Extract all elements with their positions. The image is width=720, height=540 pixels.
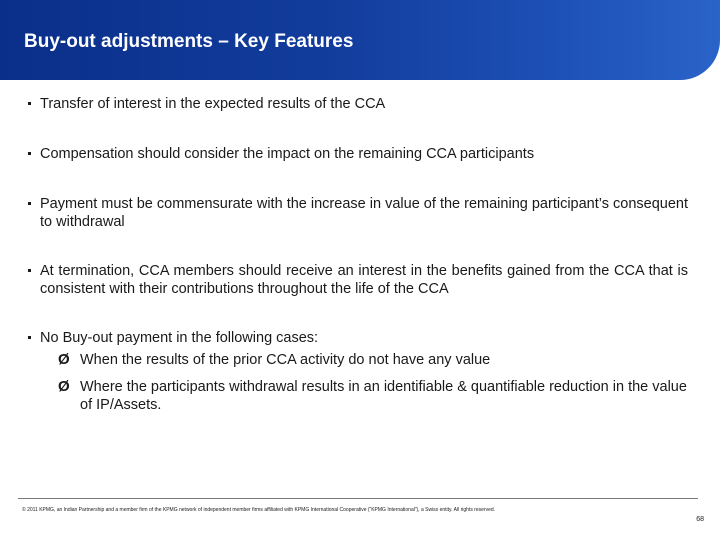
arrow-bullet-icon: Ø — [58, 378, 70, 395]
bullet-square-icon — [28, 336, 31, 339]
slide-header — [0, 0, 720, 80]
bullet-item — [28, 329, 688, 347]
page-number: 68 — [696, 516, 704, 523]
bullet-square-icon — [28, 102, 31, 105]
bullet-square-icon — [28, 269, 31, 272]
bullet-item — [28, 95, 688, 113]
footer-divider — [18, 498, 698, 499]
sub-bullet-item — [58, 378, 688, 414]
bullet-square-icon — [28, 152, 31, 155]
arrow-bullet-icon: Ø — [58, 351, 70, 368]
bullet-text: Transfer of interest in the expected results of the CCA — [40, 96, 386, 112]
sub-bullet-item — [58, 351, 688, 369]
bullet-square-icon — [28, 202, 31, 205]
bullet-item — [28, 145, 688, 163]
sub-bullet-text: When the results of the prior CCA activity do not have any value — [80, 352, 491, 368]
bullet-text: Payment must be commensurate with the increase in value of the remaining participant’s consequent to withdrawal — [40, 196, 688, 230]
sub-bullet-text: Where the participants withdrawal results in an identifiable & quantifiable reduction in the value of IP/Assets. — [80, 379, 687, 413]
footer-copyright: © 2011 KPMG, an Indian Partnership and a member firm of the KPMG network of independent member firms affiliated with KPMG International Cooperative (“KPMG International”), a Swiss entity. All rights reserved. — [22, 507, 496, 513]
slide-title: Buy-out adjustments – Key Features — [24, 31, 354, 52]
bullet-item — [28, 195, 688, 231]
bullet-text: Compensation should consider the impact on the remaining CCA participants — [40, 146, 535, 162]
bullet-text: No Buy-out payment in the following cases: — [40, 330, 319, 346]
bullet-text: At termination, CCA members should receive an interest in the benefits gained from the CCA that is consistent with their contributions throughout the life of the CCA — [40, 263, 688, 297]
bullet-item — [28, 262, 688, 298]
